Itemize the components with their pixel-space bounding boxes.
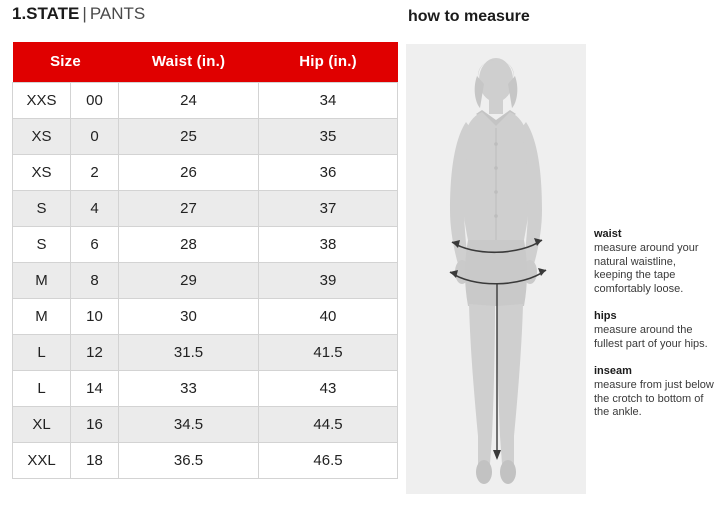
how-to-measure-title: how to measure [408, 8, 530, 25]
female-body-illustration [406, 44, 586, 494]
cell-size: XXL [13, 442, 71, 478]
cell-numeric-size: 4 [71, 190, 119, 226]
note-waist-body: measure around your natural waistline, keeping the tape comfortably loose. [594, 242, 699, 295]
cell-size: S [13, 226, 71, 262]
cell-waist: 26 [119, 154, 259, 190]
cell-numeric-size: 8 [71, 262, 119, 298]
note-waist [594, 228, 716, 296]
table-row [13, 370, 398, 406]
cell-waist: 27 [119, 190, 259, 226]
cell-numeric-size: 14 [71, 370, 119, 406]
cell-hip: 44.5 [259, 406, 398, 442]
cell-waist: 29 [119, 262, 259, 298]
cell-hip: 41.5 [259, 334, 398, 370]
note-inseam-heading: inseam [594, 365, 632, 377]
table-row [13, 118, 398, 154]
note-hips [594, 310, 716, 351]
cell-numeric-size: 6 [71, 226, 119, 262]
cell-size: XS [13, 118, 71, 154]
cell-hip: 35 [259, 118, 398, 154]
cell-size: XL [13, 406, 71, 442]
table-row [13, 406, 398, 442]
size-table-panel [10, 0, 400, 514]
cell-size: M [13, 298, 71, 334]
cell-hip: 43 [259, 370, 398, 406]
cell-numeric-size: 0 [71, 118, 119, 154]
cell-numeric-size: 16 [71, 406, 119, 442]
cell-numeric-size: 12 [71, 334, 119, 370]
table-row [13, 262, 398, 298]
table-row [13, 226, 398, 262]
size-table [12, 42, 398, 479]
table-header-row [13, 42, 398, 82]
table-row [13, 298, 398, 334]
cell-size: S [13, 190, 71, 226]
cell-hip: 39 [259, 262, 398, 298]
cell-numeric-size: 00 [71, 82, 119, 118]
title-separator: | [82, 4, 87, 23]
cell-hip: 37 [259, 190, 398, 226]
cell-waist: 33 [119, 370, 259, 406]
cell-waist: 34.5 [119, 406, 259, 442]
cell-size: L [13, 334, 71, 370]
cell-waist: 28 [119, 226, 259, 262]
cell-numeric-size: 10 [71, 298, 119, 334]
cell-waist: 30 [119, 298, 259, 334]
category-name: PANTS [89, 4, 146, 23]
table-row [13, 334, 398, 370]
how-to-measure-panel [406, 0, 716, 514]
cell-hip: 46.5 [259, 442, 398, 478]
cell-size: M [13, 262, 71, 298]
table-row [13, 154, 398, 190]
cell-waist: 31.5 [119, 334, 259, 370]
note-hips-body: measure around the fullest part of your hips. [594, 324, 708, 350]
note-waist-heading: waist [594, 228, 622, 240]
cell-numeric-size: 2 [71, 154, 119, 190]
cell-waist: 25 [119, 118, 259, 154]
cell-waist: 24 [119, 82, 259, 118]
brand-name: 1.STATE [12, 4, 80, 23]
cell-hip: 34 [259, 82, 398, 118]
cell-size: XXS [13, 82, 71, 118]
page-title [12, 4, 145, 24]
column-header-waist: Waist (in.) [119, 42, 259, 82]
measurement-notes [594, 228, 716, 434]
cell-size: XS [13, 154, 71, 190]
table-row [13, 190, 398, 226]
note-inseam [594, 365, 716, 420]
table-row [13, 82, 398, 118]
cell-numeric-size: 18 [71, 442, 119, 478]
column-header-size: Size [13, 42, 119, 82]
note-inseam-body: measure from just below the crotch to bottom of the ankle. [594, 379, 714, 418]
cell-hip: 36 [259, 154, 398, 190]
column-header-hip: Hip (in.) [259, 42, 398, 82]
cell-hip: 40 [259, 298, 398, 334]
cell-size: L [13, 370, 71, 406]
cell-waist: 36.5 [119, 442, 259, 478]
measurement-figure [406, 44, 586, 494]
cell-hip: 38 [259, 226, 398, 262]
note-hips-heading: hips [594, 310, 617, 322]
table-row [13, 442, 398, 478]
